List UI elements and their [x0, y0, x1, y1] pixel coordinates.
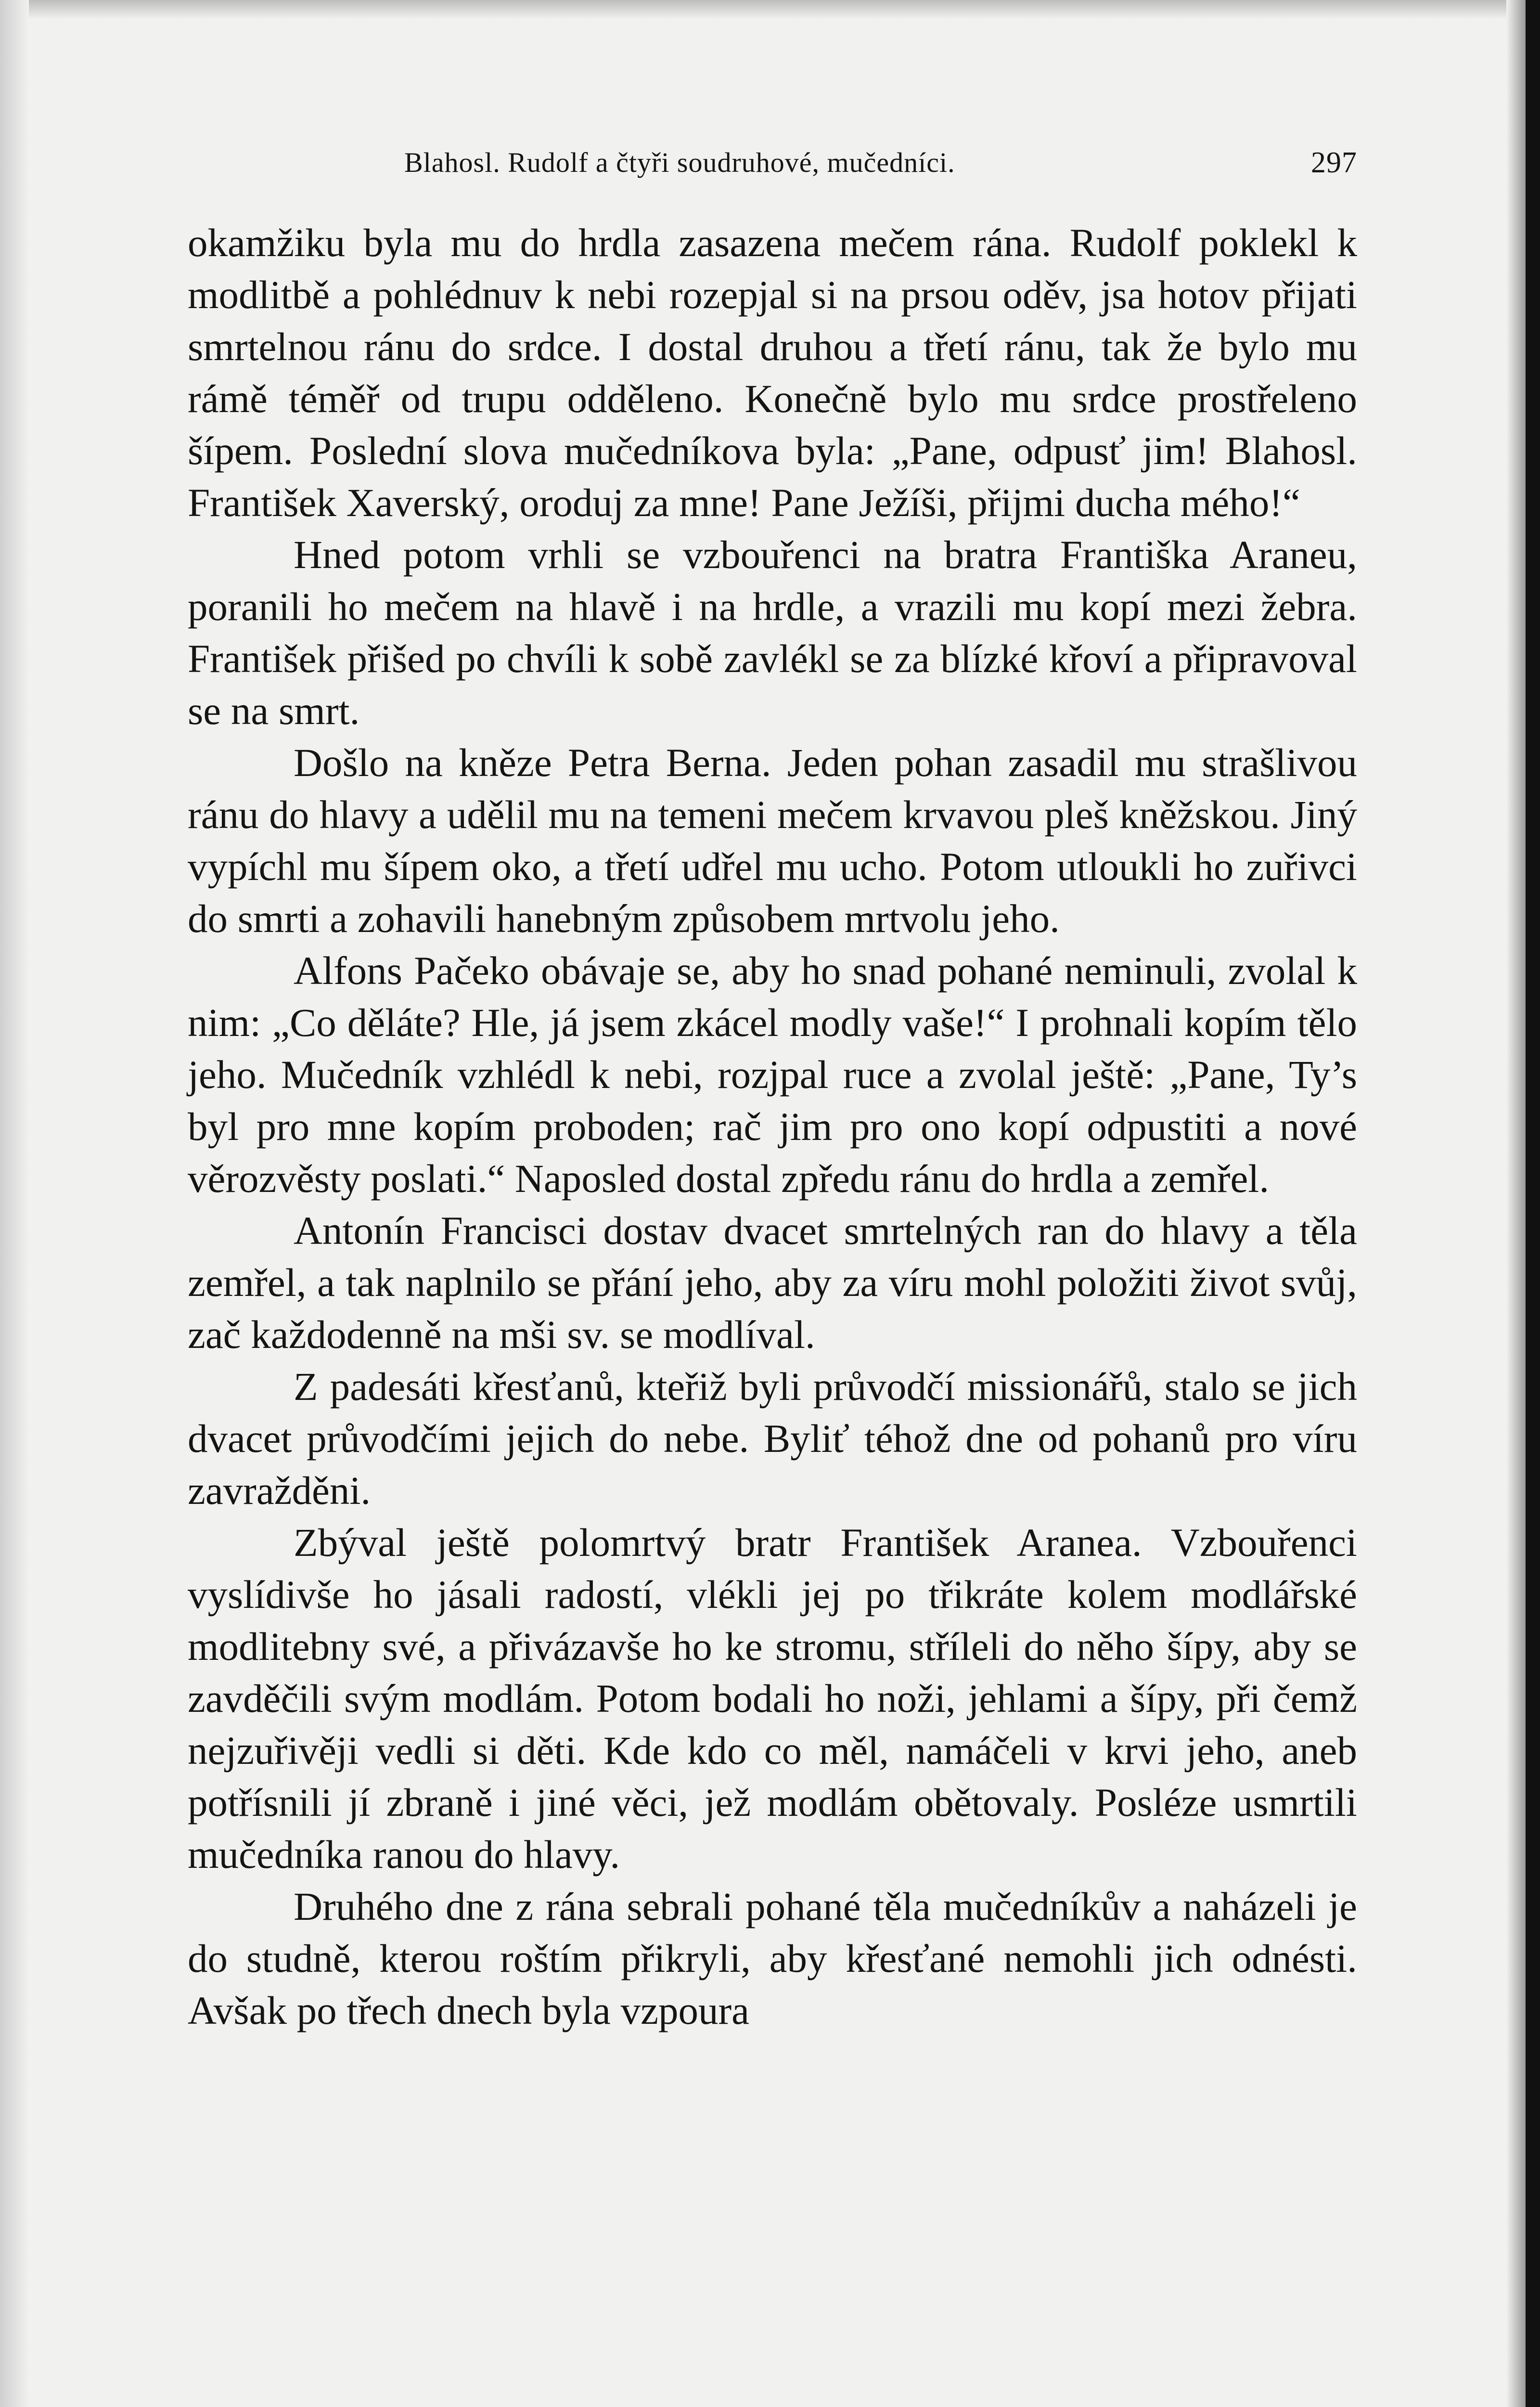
- page-header: [188, 143, 1357, 182]
- body-text: [188, 217, 1357, 2036]
- paragraph: okamžiku byla mu do hrdla zasazena mečem rána. Rudolf poklekl k modlitbě a pohlédnuv k nebi rozepjal si na prsou oděv, jsa hotov přijati smrtelnou ránu do srdce. I dostal druhou a třetí ránu, tak že bylo mu rámě téměř od trupu odděleno. Konečně bylo mu srdce prostřeleno šípem. Poslední slova mučedníkova byla: „Pane, odpusť jim! Blahosl. František Xaverský, oroduj za mne! Pane Ježíši, přijmi ducha mého!“: [188, 220, 1357, 525]
- running-title: Blahosl. Rudolf a čtyři soudruhové, mučedníci.: [404, 147, 955, 178]
- paragraph: Alfons Pačeko obávaje se, aby ho snad pohané neminuli, zvolal k nim: „Co děláte? Hle, já jsem zkácel modly vaše!“ I prohnali kopím tělo jeho. Mučedník vzhlédl k nebi, rozjpal ruce a zvolal ještě: „Pane, Ty’s byl pro mne kopím proboden; rač jim pro ono kopí odpustiti a nové věrozvěsty poslati.“ Naposled dostal zpředu ránu do hrdla a zemřel.: [188, 948, 1357, 1201]
- scan-shadow-right: [1506, 0, 1526, 2407]
- paragraph: Hned potom vrhli se vzbouřenci na bratra Františka Araneu, poranili ho mečem na hlavě i na hrdle, a vrazili mu kopí mezi žebra. František přišed po chvíli k sobě zavlékl se za blízké křoví a připravoval se na smrt.: [188, 532, 1357, 733]
- paragraph: Druhého dne z rána sebrali pohané těla mučedníkův a naházeli je do studně, kterou roštím přikryli, aby křesťané nemohli jich odnésti. Avšak po třech dnech byla vzpoura: [188, 1884, 1357, 2032]
- scan-shadow-left: [0, 0, 29, 2407]
- paragraph: Antonín Francisci dostav dvacet smrtelných ran do hlavy a těla zemřel, a tak naplnilo se přání jeho, aby za víru mohl položiti život svůj, zač každodenně na mši sv. se modlíval.: [188, 1208, 1357, 1357]
- scan-border-right: [1526, 0, 1540, 2407]
- paragraph: Zbýval ještě polomrtvý bratr František Aranea. Vzbouřenci vyslídivše ho jásali radostí, vlékli jej po třikráte kolem modlářské modlitebny své, a přivázavše ho ke stromu, stříleli do něho šípy, aby se zavděčili svým modlám. Potom bodali ho noži, jehlami a šípy, při čemž nejzuřivěji vedli si děti. Kde kdo co měl, namáčeli v krvi jeho, aneb potřísnili jí zbraně i jiné věci, jež modlám obětovaly. Posléze usmrtili mučedníka ranou do hlavy.: [188, 1520, 1357, 1876]
- paragraph: Z padesáti křesťanů, kteřiž byli průvodčí missionářů, stalo se jich dvacet průvodčími jejich do nebe. Byliť téhož dne od pohanů pro víru zavražděni.: [188, 1364, 1357, 1513]
- paragraph: Došlo na kněze Petra Berna. Jeden pohan zasadil mu strašlivou ránu do hlavy a udělil mu na temeni mečem krvavou pleš kněžskou. Jiný vypíchl mu šípem oko, a třetí udřel mu ucho. Potom utloukli ho zuřivci do smrti a zohavili hanebným způsobem mrtvolu jeho.: [188, 740, 1357, 941]
- scan-shadow-top: [0, 0, 1540, 19]
- page-number: 297: [1311, 146, 1357, 179]
